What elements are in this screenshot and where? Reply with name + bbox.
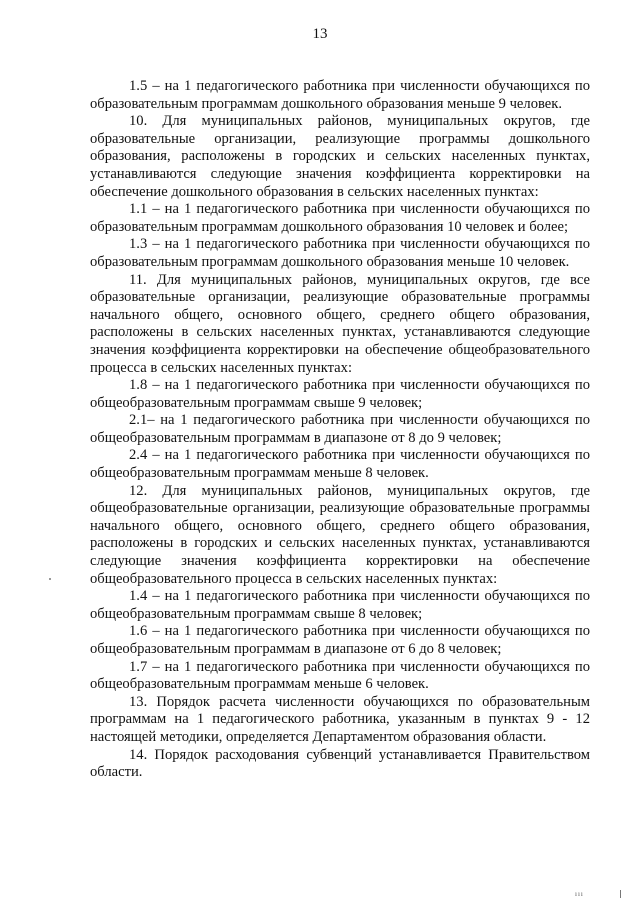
footer-scan-mark: ııı	[575, 890, 584, 898]
paragraph-13-calculation-procedure: 13. Порядок расчета численности обучающихся по образовательным программам на 1 педагогического работника, указанным в пунктах 9 - 12 настоящей методики, определяется Департаментом образования области.	[90, 693, 590, 745]
paragraph-1-3-preschool-under-10: 1.3 – на 1 педагогического работника при численности обучающихся по образовательным программам дошкольного образования меньше 10 человек.	[90, 236, 590, 270]
paragraph-1-4-over-8: 1.4 – на 1 педагогического работника при численности обучающихся по общеобразовательным программам свыше 8 человек;	[90, 588, 590, 622]
paragraph-2-4-under-8: 2.4 – на 1 педагогического работника при численности обучающихся по общеобразовательным программам меньше 8 человек.	[90, 447, 590, 482]
paragraph-14-subvention-spending: 14. Порядок расходования субвенций устанавливается Правительством области.	[90, 746, 590, 781]
paragraph-10-preschool-coefficients: 10. Для муниципальных районов, муниципальных округов, где образовательные организации, реализующие программы дошкольного образования, расположены в городских и сельских населенных пунктах, устанавливаются следующие значения коэффициента корректировки на обеспечение дошкольного образования в сельских населенных пунктах:	[90, 113, 590, 200]
document-body	[90, 78, 590, 782]
paragraph-2-1-range-8-9: 2.1– на 1 педагогического работника при численности обучающихся по общеобразовательным программам в диапазоне от 8 до 9 человек;	[90, 412, 590, 446]
page-number: 13	[312, 26, 328, 42]
corner-tick-mark	[620, 890, 621, 898]
paragraph-1-5-preschool-under-9: 1.5 – на 1 педагогического работника при численности обучающихся по образовательным программам дошкольного образования меньше 9 человек.	[90, 78, 590, 112]
paragraph-1-7-under-6: 1.7 – на 1 педагогического работника при численности обучающихся по общеобразовательным программам меньше 6 человек.	[90, 658, 590, 693]
paragraph-1-8-over-9: 1.8 – на 1 педагогического работника при численности обучающихся по общеобразовательным программам свыше 9 человек;	[90, 377, 590, 411]
paragraph-1-6-range-6-8: 1.6 – на 1 педагогического работника при численности обучающихся по общеобразовательным программам в диапазоне от 6 до 8 человек;	[90, 623, 590, 657]
paragraph-1-1-preschool-10-plus: 1.1 – на 1 педагогического работника при численности обучающихся по образовательным программам дошкольного образования 10 человек и более;	[90, 201, 590, 235]
paragraph-11-rural-general-education: 11. Для муниципальных районов, муниципальных округов, где все образовательные организации, реализующие образовательные программы начального общего, основного общего, среднего общего образования, расположены в сельских населенных пунктах, устанавливаются следующие значения коэффициента корректировки на обеспечение общеобразовательного процесса в сельских населенных пунктах:	[90, 271, 590, 376]
paragraph-12-urban-rural-general-education: 12. Для муниципальных районов, муниципальных округов, где общеобразовательные организации, реализующие образовательные программы начального общего, основного общего, среднего общего образования, расположены в городских и сельских населенных пунктах, устанавливаются следующие значения коэффициента корректировки на обеспечение общеобразовательного процесса в сельских населенных пунктах:	[90, 482, 590, 587]
scan-margin-dot	[49, 578, 51, 580]
